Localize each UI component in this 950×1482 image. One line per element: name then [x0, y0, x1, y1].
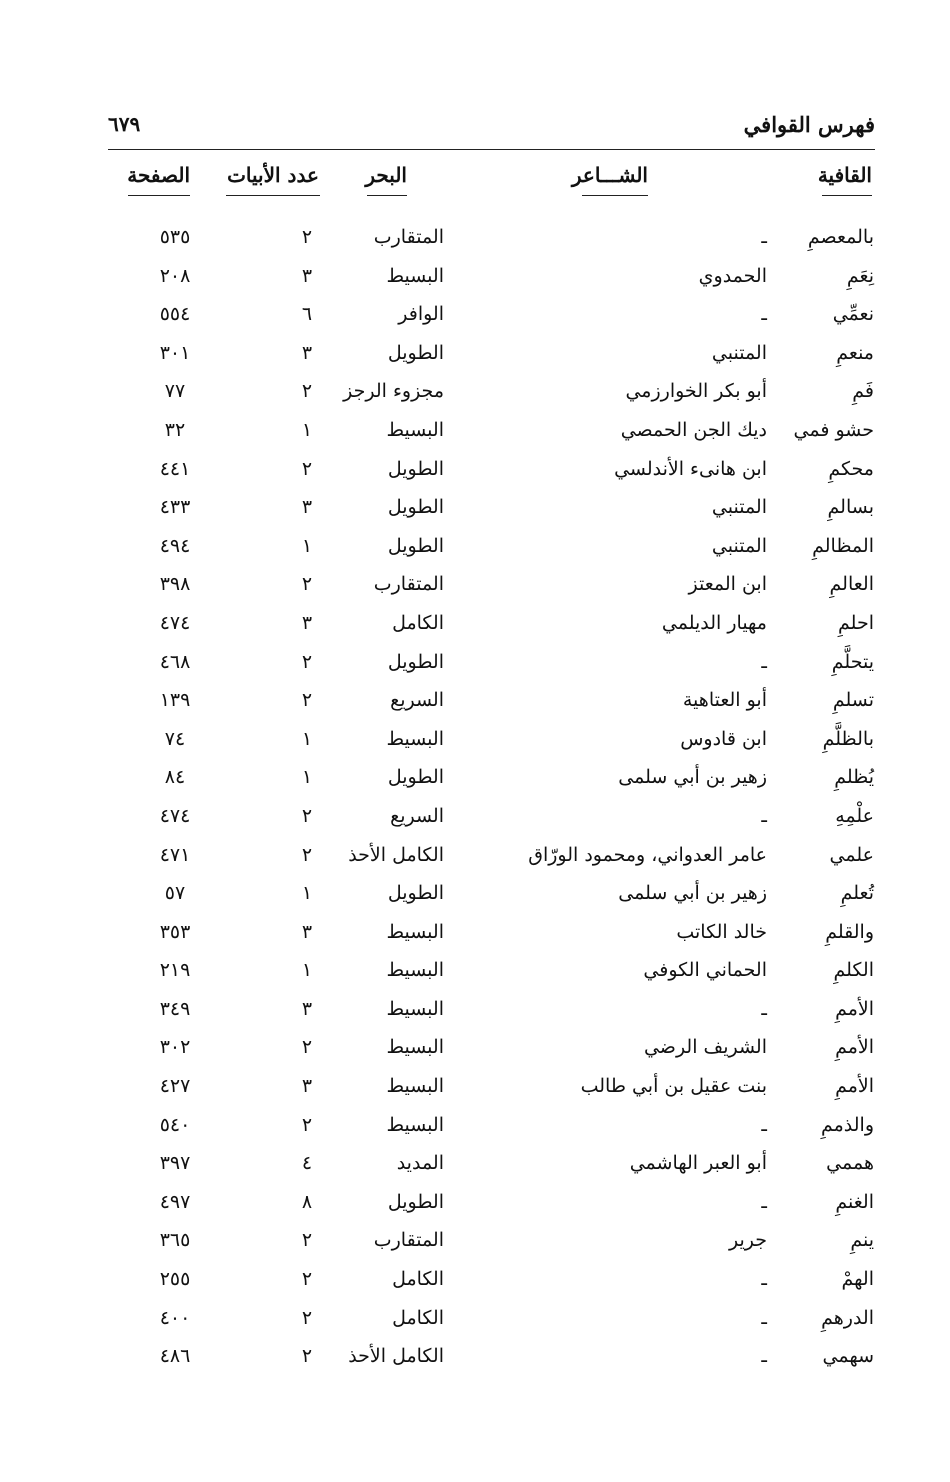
- verse-count-cell: ١: [301, 727, 313, 750]
- column-header-rhyme: القافية: [822, 163, 872, 196]
- rhyme-cell: سهمي: [822, 1345, 874, 1368]
- poet-cell: ـ: [761, 226, 767, 248]
- table-row: [0, 878, 950, 917]
- rhyme-cell: علْمِهِ: [835, 804, 874, 827]
- rhyme-cell: الأممِ: [835, 1075, 874, 1098]
- verse-count-cell: ٢: [301, 1036, 313, 1059]
- rhyme-cell: العالمِ: [829, 573, 874, 596]
- meter-cell: الطويل: [387, 496, 444, 519]
- meter-cell: المديد: [396, 1152, 444, 1175]
- page-cell: ٣٠٢: [159, 1036, 191, 1059]
- table-row: [0, 917, 950, 956]
- meter-cell: مجزوء الرجز: [343, 380, 444, 403]
- poet-cell: جرير: [729, 1229, 767, 1252]
- rhyme-cell: والذممِ: [820, 1113, 874, 1136]
- page-cell: ٣٠١: [159, 341, 191, 364]
- poet-cell: خالد الكاتب: [676, 920, 767, 943]
- verse-count-cell: ٢: [301, 843, 313, 866]
- meter-cell: الطويل: [387, 766, 444, 789]
- rhyme-cell: محكمِ: [828, 457, 874, 480]
- table-row: [0, 1071, 950, 1110]
- meter-cell: البسيط: [386, 727, 444, 750]
- meter-cell: السريع: [390, 689, 444, 712]
- verse-count-cell: ٨: [301, 1190, 313, 1213]
- verse-count-cell: ٢: [301, 1113, 313, 1136]
- poet-cell: ـ: [761, 1345, 767, 1368]
- page-cell: ٤٠٠: [159, 1306, 191, 1329]
- table-row: [0, 1264, 950, 1303]
- poet-cell: الحمدوي: [698, 264, 767, 287]
- table-row: [0, 840, 950, 879]
- verse-count-cell: ٢: [301, 650, 313, 673]
- table-row: [0, 955, 950, 994]
- page-cell: ٧٤: [164, 727, 186, 750]
- meter-cell: البسيط: [386, 920, 444, 943]
- poet-cell: زهير بن أبي سلمى: [618, 882, 767, 905]
- poet-cell: عامر العدواني، ومحمود الورّاق: [528, 843, 767, 866]
- poet-cell: زهير بن أبي سلمى: [618, 766, 767, 789]
- meter-cell: الطويل: [387, 1190, 444, 1213]
- verse-count-cell: ٢: [301, 457, 313, 480]
- meter-cell: البسيط: [386, 1113, 444, 1136]
- table-row: [0, 647, 950, 686]
- page-cell: ٣٩٨: [159, 573, 191, 596]
- page-cell: ٣٦٥: [159, 1229, 191, 1252]
- poet-cell: ـ: [761, 303, 767, 326]
- poet-cell: ـ: [761, 1113, 767, 1136]
- rhyme-cell: ينمِ: [850, 1229, 874, 1252]
- table-row: [0, 569, 950, 608]
- meter-cell: البسيط: [386, 1036, 444, 1059]
- page-number: ٦٧٩: [108, 112, 141, 136]
- poet-cell: أبو بكر الخوارزمي: [625, 380, 767, 403]
- table-row: [0, 685, 950, 724]
- page-cell: ٣٢: [164, 418, 186, 441]
- poet-cell: ـ: [761, 1306, 767, 1329]
- verse-count-cell: ٣: [301, 264, 313, 287]
- poet-cell: ـ: [761, 650, 767, 673]
- rhyme-cell: علمي: [829, 843, 874, 866]
- rhyme-index-table: [0, 222, 950, 1380]
- page-cell: ٤٧٤: [159, 611, 191, 634]
- meter-cell: المتقارب: [373, 573, 444, 596]
- poet-cell: المتنبي: [711, 534, 767, 557]
- meter-cell: البسيط: [386, 997, 444, 1020]
- table-row: [0, 492, 950, 531]
- column-header-verse-count: عدد الأبيات: [226, 163, 320, 196]
- poet-cell: ديك الجن الحمصي: [620, 418, 767, 441]
- table-row: [0, 376, 950, 415]
- table-row: [0, 994, 950, 1033]
- page-cell: ٥٥٤: [159, 303, 191, 326]
- meter-cell: الكامل: [392, 1306, 444, 1329]
- verse-count-cell: ٣: [301, 1075, 313, 1098]
- rhyme-cell: تُعلمِ: [840, 882, 874, 905]
- table-row: [0, 608, 950, 647]
- meter-cell: المتقارب: [373, 226, 444, 248]
- page-cell: ٢٠٨: [159, 264, 191, 287]
- rhyme-cell: يتحلَّمِ: [831, 650, 874, 673]
- column-header-meter: البحر: [367, 163, 407, 196]
- page-cell: ٤٤١: [159, 457, 191, 480]
- verse-count-cell: ١: [301, 766, 313, 789]
- meter-cell: الطويل: [387, 457, 444, 480]
- rhyme-cell: حشو فمي: [793, 418, 874, 441]
- verse-count-cell: ٣: [301, 341, 313, 364]
- page-cell: ٥٣٥: [159, 226, 191, 248]
- verse-count-cell: ٢: [301, 226, 313, 248]
- table-row: [0, 531, 950, 570]
- table-row: [0, 1187, 950, 1226]
- meter-cell: السريع: [390, 804, 444, 827]
- rhyme-cell: احلمِ: [838, 611, 874, 634]
- table-row: [0, 1110, 950, 1149]
- poet-cell: ـ: [761, 1190, 767, 1213]
- table-row: [0, 724, 950, 763]
- meter-cell: الطويل: [387, 882, 444, 905]
- table-header: [0, 163, 950, 207]
- meter-cell: البسيط: [386, 264, 444, 287]
- rhyme-cell: منعمِ: [836, 341, 874, 364]
- verse-count-cell: ١: [301, 882, 313, 905]
- rhyme-cell: الغنمِ: [835, 1190, 874, 1213]
- header-divider: [108, 149, 875, 150]
- verse-count-cell: ٦: [301, 303, 313, 326]
- verse-count-cell: ٢: [301, 1306, 313, 1329]
- verse-count-cell: ٢: [301, 1345, 313, 1368]
- rhyme-cell: الدرهمِ: [821, 1306, 874, 1329]
- page-cell: ١٣٩: [159, 689, 191, 712]
- page-cell: ٢٥٥: [159, 1268, 191, 1291]
- meter-cell: الكامل الأحذ: [348, 1345, 444, 1368]
- page-cell: ٣٤٩: [159, 997, 191, 1020]
- meter-cell: المتقارب: [373, 1229, 444, 1252]
- poet-cell: ـ: [761, 804, 767, 827]
- verse-count-cell: ١: [301, 534, 313, 557]
- poet-cell: الشريف الرضي: [643, 1036, 767, 1059]
- rhyme-cell: نعمِّي: [832, 303, 874, 326]
- page-cell: ٥٤٠: [159, 1113, 191, 1136]
- verse-count-cell: ٣: [301, 997, 313, 1020]
- meter-cell: الكامل: [392, 1268, 444, 1291]
- page-cell: ٢١٩: [159, 959, 191, 982]
- rhyme-cell: المظالمِ: [812, 534, 874, 557]
- verse-count-cell: ٣: [301, 920, 313, 943]
- poet-cell: المتنبي: [711, 341, 767, 364]
- poet-cell: بنت عقيل بن أبي طالب: [580, 1075, 767, 1098]
- meter-cell: الطويل: [387, 650, 444, 673]
- table-row: [0, 801, 950, 840]
- meter-cell: الطويل: [387, 341, 444, 364]
- rhyme-cell: الكلمِ: [833, 959, 874, 982]
- page-cell: ٤٩٧: [159, 1190, 191, 1213]
- page-cell: ٤٣٣: [159, 496, 191, 519]
- table-row: [0, 1148, 950, 1187]
- page-cell: ٤٧١: [159, 843, 191, 866]
- running-title: فهرس القوافي: [743, 112, 875, 137]
- rhyme-cell: الهمْ: [841, 1268, 874, 1291]
- page-cell: ٣٩٧: [159, 1152, 191, 1175]
- verse-count-cell: ٣: [301, 611, 313, 634]
- page-cell: ٤٨٦: [159, 1345, 191, 1368]
- verse-count-cell: ٢: [301, 1268, 313, 1291]
- rhyme-cell: نِعَمِ: [846, 264, 874, 287]
- running-head: [108, 112, 875, 144]
- verse-count-cell: ٤: [301, 1152, 313, 1175]
- page-cell: ٤٩٤: [159, 534, 191, 557]
- meter-cell: البسيط: [386, 959, 444, 982]
- verse-count-cell: ١: [301, 959, 313, 982]
- rhyme-cell: تسلمِ: [832, 689, 874, 712]
- poet-cell: أبو العبر الهاشمي: [629, 1152, 767, 1175]
- rhyme-cell: هممي: [826, 1152, 874, 1175]
- column-header-poet: الشـــاعر: [582, 163, 648, 196]
- poet-cell: ـ: [761, 1268, 767, 1291]
- verse-count-cell: ٢: [301, 1229, 313, 1252]
- verse-count-cell: ٢: [301, 380, 313, 403]
- poet-cell: ابن المعتز: [688, 573, 767, 596]
- page-cell: ٥٧: [164, 882, 186, 905]
- page-cell: ٣٥٣: [159, 920, 191, 943]
- poet-cell: ابن قادوس: [680, 727, 767, 750]
- table-row: [0, 415, 950, 454]
- page-cell: ٧٧: [164, 380, 186, 403]
- table-row: [0, 454, 950, 493]
- rhyme-cell: فَمِ: [852, 380, 874, 403]
- table-row: [0, 299, 950, 338]
- meter-cell: الطويل: [387, 534, 444, 557]
- table-row: [0, 1341, 950, 1380]
- table-row: [0, 1032, 950, 1071]
- poet-cell: الحماني الكوفي: [643, 959, 767, 982]
- table-row: [0, 1225, 950, 1264]
- table-row: [0, 261, 950, 300]
- poet-cell: المتنبي: [711, 496, 767, 519]
- table-row: [0, 338, 950, 377]
- page-cell: ٨٤: [164, 766, 186, 789]
- meter-cell: الكامل الأحذ: [348, 843, 444, 866]
- rhyme-cell: بالمعصمِ: [807, 226, 874, 248]
- rhyme-cell: الأممِ: [835, 1036, 874, 1059]
- table-row: [0, 222, 950, 261]
- rhyme-cell: والقلمِ: [825, 920, 874, 943]
- poet-cell: ابن هانىء الأندلسي: [614, 457, 767, 480]
- table-row: [0, 1303, 950, 1342]
- page-cell: ٤٦٨: [159, 650, 191, 673]
- column-header-page: الصفحة: [128, 163, 190, 196]
- page-cell: ٤٧٤: [159, 804, 191, 827]
- meter-cell: الكامل: [392, 611, 444, 634]
- page-cell: ٤٢٧: [159, 1075, 191, 1098]
- rhyme-cell: يُظلمِ: [834, 766, 874, 789]
- rhyme-cell: بسالمِ: [827, 496, 874, 519]
- verse-count-cell: ٢: [301, 573, 313, 596]
- poet-cell: مهيار الديلمي: [661, 611, 767, 634]
- rhyme-cell: بالظلَّمِ: [822, 727, 874, 750]
- verse-count-cell: ٣: [301, 496, 313, 519]
- poet-cell: ـ: [761, 997, 767, 1020]
- verse-count-cell: ٢: [301, 689, 313, 712]
- meter-cell: البسيط: [386, 418, 444, 441]
- table-row: [0, 762, 950, 801]
- rhyme-cell: الأممِ: [835, 997, 874, 1020]
- verse-count-cell: ١: [301, 418, 313, 441]
- meter-cell: الوافر: [398, 303, 444, 326]
- meter-cell: البسيط: [386, 1075, 444, 1098]
- verse-count-cell: ٢: [301, 804, 313, 827]
- poet-cell: أبو العتاهية: [682, 689, 767, 712]
